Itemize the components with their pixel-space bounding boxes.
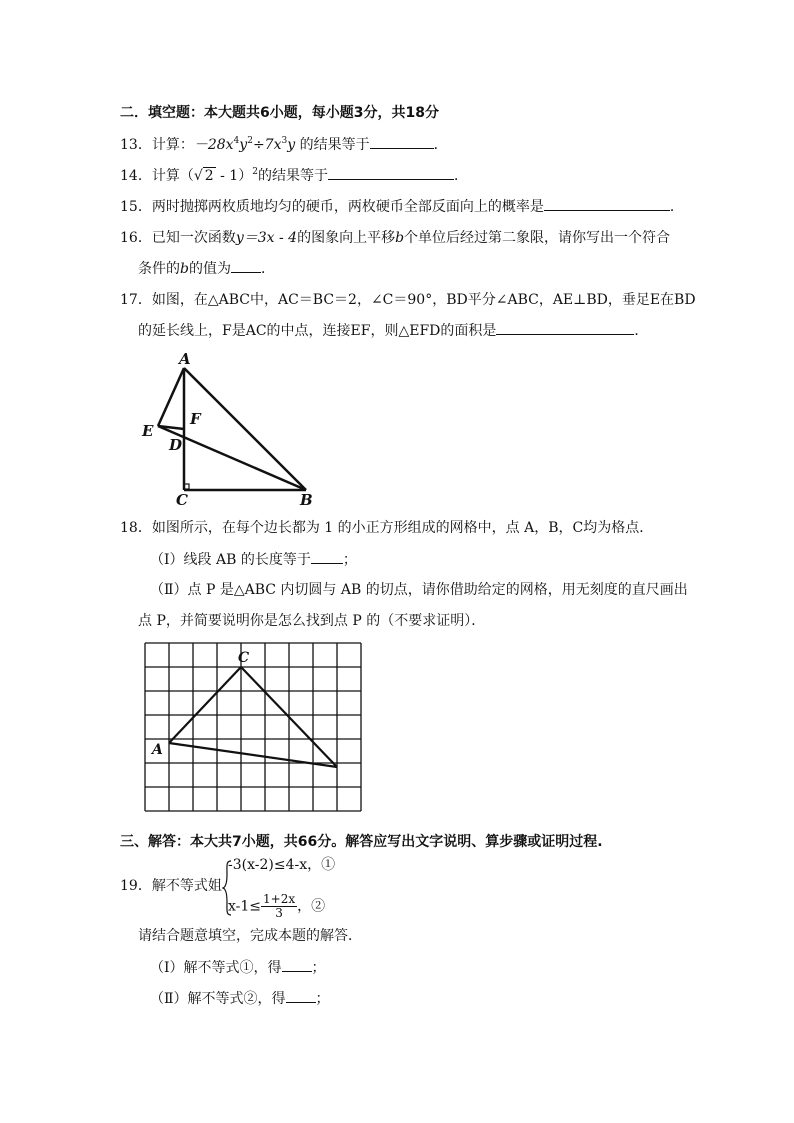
- q18-sub2b-text: 点 P，并简要说明你是怎么找到点 P 的（不要求证明）．: [138, 613, 486, 629]
- section-2-heading: [120, 103, 684, 123]
- q19-inequality-2-post: ，②: [297, 898, 326, 915]
- q13-suffix: 的结果等于: [295, 137, 370, 153]
- q19-sub1-end: ；: [311, 960, 326, 976]
- question-13-number: 13．: [120, 137, 152, 153]
- q19-label: 解不等式姐: [151, 878, 222, 894]
- q13-prefix: 计算：: [151, 137, 194, 153]
- q13-exp3: 3: [281, 136, 288, 146]
- q14-radicand: 2: [204, 168, 214, 184]
- q19-sub2-text: （Ⅱ）解不等式②，得: [150, 991, 286, 1007]
- question-18-sub2-line2: [138, 611, 684, 631]
- q19-inequality-1: -3(x-2)≤4-x，①: [228, 857, 336, 873]
- grid-label-c: C: [238, 650, 250, 666]
- question-18-number: 18．: [120, 520, 152, 536]
- grid-figure-18: [138, 634, 368, 824]
- q13-expr-c: ÷7x: [252, 137, 282, 153]
- q14-suffix: 的结果等于: [257, 168, 328, 184]
- question-19-sub2: [150, 988, 684, 1009]
- q13-expr-b: y: [239, 137, 248, 153]
- question-18-sub1: [150, 549, 684, 570]
- label-c: C: [176, 491, 188, 508]
- section-3-heading: [120, 832, 734, 852]
- q16-var: b: [395, 230, 405, 246]
- answer-blank-16[interactable]: [231, 258, 261, 273]
- q17-line1: 如图，在△ABC中，AC＝BC＝2，∠C＝90°，BD平分∠ABC，AE⊥BD，垂足E在BD: [151, 292, 696, 308]
- question-17-number: 17．: [120, 292, 152, 308]
- q19-inequality-2-pre: x-1≤: [228, 898, 262, 915]
- question-14: 14．计算（√ 2 - 1）$^2$的结果等于 ．: [120, 167, 468, 184]
- q16-line2b: 的值为: [188, 261, 231, 277]
- q19-sub2-end: ；: [315, 991, 330, 1007]
- inequality-2: [228, 893, 325, 920]
- q17-line2: 的延长线上，F是AC的中点，连接EF，则△EFD的面积是: [138, 323, 497, 339]
- q13-exp2: 2: [247, 136, 253, 146]
- question-18-sub2: [150, 580, 688, 600]
- question-15: 15．两时抛掷两枚质地均匀的硬币，两枚硬币全部反面向上的概率是 ．: [120, 196, 684, 217]
- answer-blank-14[interactable]: [328, 165, 454, 180]
- answer-blank-15[interactable]: [544, 196, 670, 211]
- segment-ae: [158, 368, 184, 426]
- triangle-figure-17: [136, 348, 336, 508]
- question-17: [120, 290, 696, 310]
- answer-blank-19-1[interactable]: [282, 957, 312, 972]
- answer-blank-19-2[interactable]: [286, 988, 316, 1003]
- question-19-sub1: [150, 957, 684, 978]
- q19-sub1-text: （Ⅰ）解不等式①，得: [150, 960, 282, 976]
- question-14-number: 14．: [120, 168, 152, 184]
- q16-function: y＝3x - 4: [235, 230, 298, 246]
- fraction-denominator: 3: [275, 906, 283, 920]
- question-19-number: 19．: [120, 878, 152, 894]
- question-19-instruction: [138, 926, 684, 946]
- question-16: [120, 228, 684, 248]
- answer-blank-13[interactable]: [370, 134, 434, 149]
- q14-mid: - 1）: [215, 168, 253, 184]
- question-16-line2: 条件的b的值为 ．: [138, 258, 684, 279]
- label-a: A: [179, 350, 191, 368]
- q18-sub2-text: （Ⅱ）点 P 是△ABC 内切圆与 AB 的切点，请你借助给定的网格，用无刻度的直尺画出: [150, 582, 688, 598]
- question-18: [120, 518, 684, 538]
- question-13: 13．计算：$-28x^4y^2\div 7x^3y$ 的结果等于 ．: [120, 136, 448, 153]
- q16-text1: 已知一次函数: [151, 230, 236, 246]
- answer-blank-17[interactable]: [496, 320, 634, 335]
- grid-label-a: A: [152, 742, 163, 758]
- q16-line2a: 条件的: [138, 261, 180, 277]
- section-3-heading-text: 三、解答：本大共7小题，共66分。解答应写出文字说明、算步骤或证明过程.: [120, 834, 603, 850]
- label-f: F: [190, 410, 201, 428]
- q14-prefix: 计算（: [151, 168, 194, 184]
- q13-expr-d: y: [287, 137, 296, 153]
- segment-ac-grid: [169, 667, 241, 743]
- q18-sub1-end: ；: [342, 552, 357, 568]
- section-2-heading-text: 二．填空题：本大题共6小题，每小题3分，共18分: [120, 105, 439, 121]
- q13-exp1: 4: [233, 136, 240, 146]
- question-16-number: 16．: [120, 230, 152, 246]
- fraction: [261, 893, 297, 920]
- fraction-numerator: 1+2x: [263, 892, 296, 906]
- q16-line2-var: b: [180, 261, 189, 277]
- label-d: D: [169, 436, 183, 454]
- segment-ab: [184, 368, 306, 490]
- q18-sub1-text: （Ⅰ）线段 AB 的长度等于: [150, 552, 311, 568]
- q16-text2: 的图象向上平移: [297, 230, 396, 246]
- q18-line1: 如图所示，在每个边长都为 1 的小正方形组成的网格中，点 A，B，C均为格点．: [151, 520, 654, 536]
- q13-expr-a: －28x: [193, 137, 234, 153]
- q14-exp: 2: [252, 167, 258, 177]
- question-15-number: 15．: [120, 199, 152, 215]
- inequality-1: [228, 855, 335, 875]
- label-e: E: [142, 422, 154, 440]
- q16-text3: 个单位后经过第二象限，请你写出一个符合: [404, 230, 671, 246]
- question-19: [120, 876, 230, 896]
- label-b: B: [300, 491, 313, 508]
- q19-instruction-text: 请结合题意填空，完成本题的解答．: [138, 928, 362, 944]
- question-17-line2: 的延长线上，F是AC的中点，连接EF，则△EFD的面积是 ．: [138, 320, 684, 341]
- answer-blank-18-1[interactable]: [311, 549, 343, 564]
- sqrt-symbol: √ 2: [193, 168, 214, 184]
- q15-text: 两时抛掷两枚质地均匀的硬币，两枚硬币全部反面向上的概率是: [151, 199, 544, 215]
